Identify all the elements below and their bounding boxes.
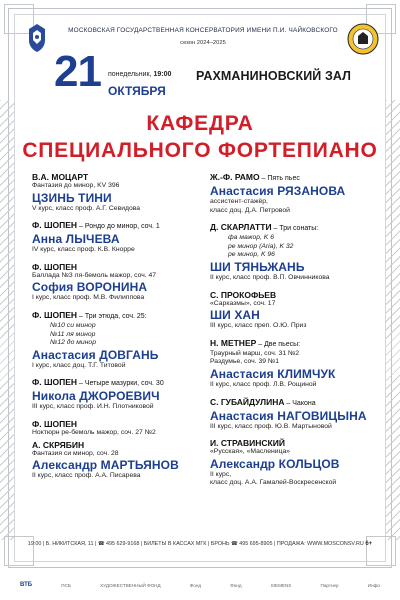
composer-name — [32, 220, 204, 232]
work-title: Траурный марш, соч. 31 №2 — [210, 349, 300, 357]
program-item — [32, 440, 204, 481]
work-title: «Сарказмы», соч. 17 — [210, 299, 276, 307]
program-item — [210, 172, 382, 215]
performer-name: Александр МАРТЬЯНОВ — [32, 458, 179, 473]
composer-name — [210, 290, 382, 300]
program-item — [210, 222, 382, 282]
conservatory-logo-icon — [346, 22, 380, 56]
performer-info: II курс, класс проф. А.А. Писарева — [32, 472, 141, 480]
work-note: – Три этюда, соч. 25: — [77, 312, 147, 320]
work-note: – Три сонаты: — [271, 225, 319, 233]
sponsor-logo: Фонд — [230, 582, 242, 588]
performer-info: класс доц. Д.А. Петровой — [210, 206, 290, 214]
sponsor-logo: Партнер — [320, 582, 339, 588]
work-part: №10 си минор — [50, 321, 96, 329]
performer-info: II курс, класс проф. В.П. Овчинникова — [210, 273, 330, 281]
sponsor-logo: SIEMENS — [270, 582, 292, 588]
work-title: Ноктюрн ре-бемоль мажор, соч. 27 №2 — [32, 428, 156, 436]
composer-name — [32, 419, 204, 429]
performer-info: III курс, класс преп. О.Ю. Приз — [210, 322, 307, 330]
hall-name: РАХМАНИНОВСКИЙ ЗАЛ — [196, 69, 352, 83]
composer-label: Ф. ШОПЕН — [32, 309, 78, 320]
performer-info: V курс, класс проф. А.Г. Севидова — [32, 204, 141, 212]
work-note: – Чакона — [284, 399, 316, 407]
program-item — [32, 262, 204, 303]
performer-info: III курс, класс проф. И.Н. Плотниковой — [32, 403, 154, 411]
frame-stripes-left — [0, 100, 14, 540]
performer-name: Никола ДЖОРОЕВИЧ — [32, 389, 160, 404]
work-note: – Рондо до минор, соч. 1 — [77, 223, 160, 231]
composer-label: А. СКРЯБИН — [32, 439, 85, 450]
composer-name — [210, 397, 382, 409]
composer-name — [210, 338, 382, 350]
performer-name: Анастасия ДОВГАНЬ — [32, 347, 159, 362]
composer-name — [32, 310, 204, 322]
work-title: Раздумье, соч. 39 №1 — [210, 358, 279, 366]
composer-label: С. ГУБАЙДУЛИНА — [210, 396, 285, 407]
composer-name — [32, 377, 204, 389]
sponsor-logo: Инфо — [367, 582, 380, 588]
composer-label: Н. МЕТНЕР — [210, 337, 257, 348]
performer-info: класс доц. А.А. Гамалей-Воскресенской — [210, 479, 337, 487]
season: сезон 2024–2025 — [180, 40, 226, 46]
composer-label: В.А. МОЦАРТ — [32, 172, 89, 182]
composer-name — [210, 438, 382, 448]
composer-label: И. СТРАВИНСКИЙ — [210, 438, 285, 449]
work-note: – Четыре мазурки, соч. 30 — [77, 380, 164, 388]
performer-name: Анастасия НАГОВИЦЫНА — [210, 408, 367, 423]
weekday: понедельник, — [108, 71, 152, 78]
composer-name — [32, 172, 204, 182]
work-title: Фантазия до минор, KV 396 — [32, 182, 120, 189]
performer-name: ШИ ТЯНЬЖАНЬ — [210, 259, 305, 274]
program-column-right — [210, 172, 382, 495]
sponsor-logo: ВТБ — [20, 582, 33, 588]
program-item — [32, 220, 204, 255]
composer-label: С. ПРОКОФЬЕВ — [210, 289, 277, 300]
work-title: Баллада №3 ля-бемоль мажор, соч. 47 — [32, 271, 157, 279]
performer-info: I курс, класс доц. Т.Г. Титовой — [32, 361, 126, 369]
composer-name — [210, 222, 382, 234]
weekday-time — [108, 71, 171, 78]
program-item — [32, 377, 204, 412]
performer-name: Александр КОЛЬЦОВ — [210, 456, 340, 471]
footer-info — [14, 541, 386, 547]
work-part: №12 до минор — [50, 339, 96, 347]
composer-name — [32, 262, 204, 272]
concert-time: 19:00 — [153, 71, 172, 78]
performer-info: II курс, класс проф. Л.В. Рощиной — [210, 380, 317, 388]
footer-contacts: 19:00 | Б. НИКИТСКАЯ, 11 | ☎ 495 629-9168 | БИЛЕТЫ В КАССАХ МГК | БРОНЬ ☎ 495 695-8905 | ПРОДАЖА: WWW.MOSCONSV.RU — [27, 541, 364, 547]
composer-label: Ж.-Ф. РАМО — [210, 172, 260, 182]
program-item — [210, 338, 382, 390]
composer-label: Д. СКАРЛАТТИ — [210, 222, 272, 233]
age-rating: 6+ — [365, 541, 373, 547]
program-item — [210, 438, 382, 488]
program-item — [210, 290, 382, 331]
work-note: – Две пьесы: — [256, 340, 301, 348]
event-title-line1: КАФЕДРА — [146, 112, 254, 135]
concert-month: ОКТЯБРЯ — [108, 84, 166, 98]
program-column-left — [32, 172, 204, 488]
performer-name: ЦЗИНЬ ТИНИ — [32, 190, 112, 205]
sponsor-logo: Фонд — [189, 582, 202, 588]
performer-info: IV курс, класс проф. К.В. Кнорре — [32, 246, 135, 254]
work-part: ре минор, K 96 — [228, 251, 275, 259]
performer-name: Анастасия КЛИМЧУК — [210, 366, 336, 381]
conservatory-name: МОСКОВСКАЯ ГОСУДАРСТВЕННАЯ КОНСЕРВАТОРИЯ ИМЕНИ П.И. ЧАЙКОВСКОГО — [68, 27, 338, 34]
composer-label: Ф. ШОПЕН — [32, 418, 78, 429]
performer-name: ШИ ХАН — [210, 308, 260, 323]
frame-stripes-right — [386, 100, 400, 540]
performer-name: Анна ЛЫЧЕВА — [32, 232, 120, 247]
sponsor-strip — [20, 582, 380, 588]
work-part: фа мажор, K 6 — [228, 234, 275, 242]
performer-info: ассистент-стажёр, — [210, 198, 268, 205]
composer-name — [32, 440, 204, 450]
performer-name: Анастасия РЯЗАНОВА — [210, 184, 346, 198]
event-title-line2: СПЕЦИАЛЬНОГО ФОРТЕПИАНО — [22, 139, 378, 162]
program-item — [32, 310, 204, 370]
program-item — [32, 172, 204, 213]
sponsor-logo: ХУДОЖЕСТВЕННЫЙ ФОНД — [100, 582, 161, 588]
program-item — [210, 397, 382, 432]
work-part: ре минор (Aria), K 32 — [228, 242, 294, 250]
composer-name — [210, 172, 382, 184]
composer-label: Ф. ШОПЕН — [32, 377, 78, 388]
coat-of-arms-icon — [24, 22, 50, 54]
work-title: «Русская», «Масленица» — [210, 448, 291, 456]
concert-day: 21 — [54, 47, 101, 96]
work-title: Фантазия си минор, соч. 28 — [32, 449, 119, 457]
composer-label: Ф. ШОПЕН — [32, 261, 78, 272]
work-part: №11 ля минор — [50, 330, 96, 338]
composer-label: Ф. ШОПЕН — [32, 220, 78, 231]
sponsor-logo: ПСБ — [61, 582, 71, 588]
performer-info: III курс, класс проф. Ю.В. Мартыновой — [210, 422, 332, 430]
performer-info: I курс, класс проф. М.В. Филиппова — [32, 294, 145, 302]
program-item — [32, 419, 204, 438]
work-note: – Пять пьес — [259, 175, 300, 182]
performer-info: II курс, — [210, 470, 232, 478]
performer-name: София ВОРОНИНА — [32, 280, 148, 295]
